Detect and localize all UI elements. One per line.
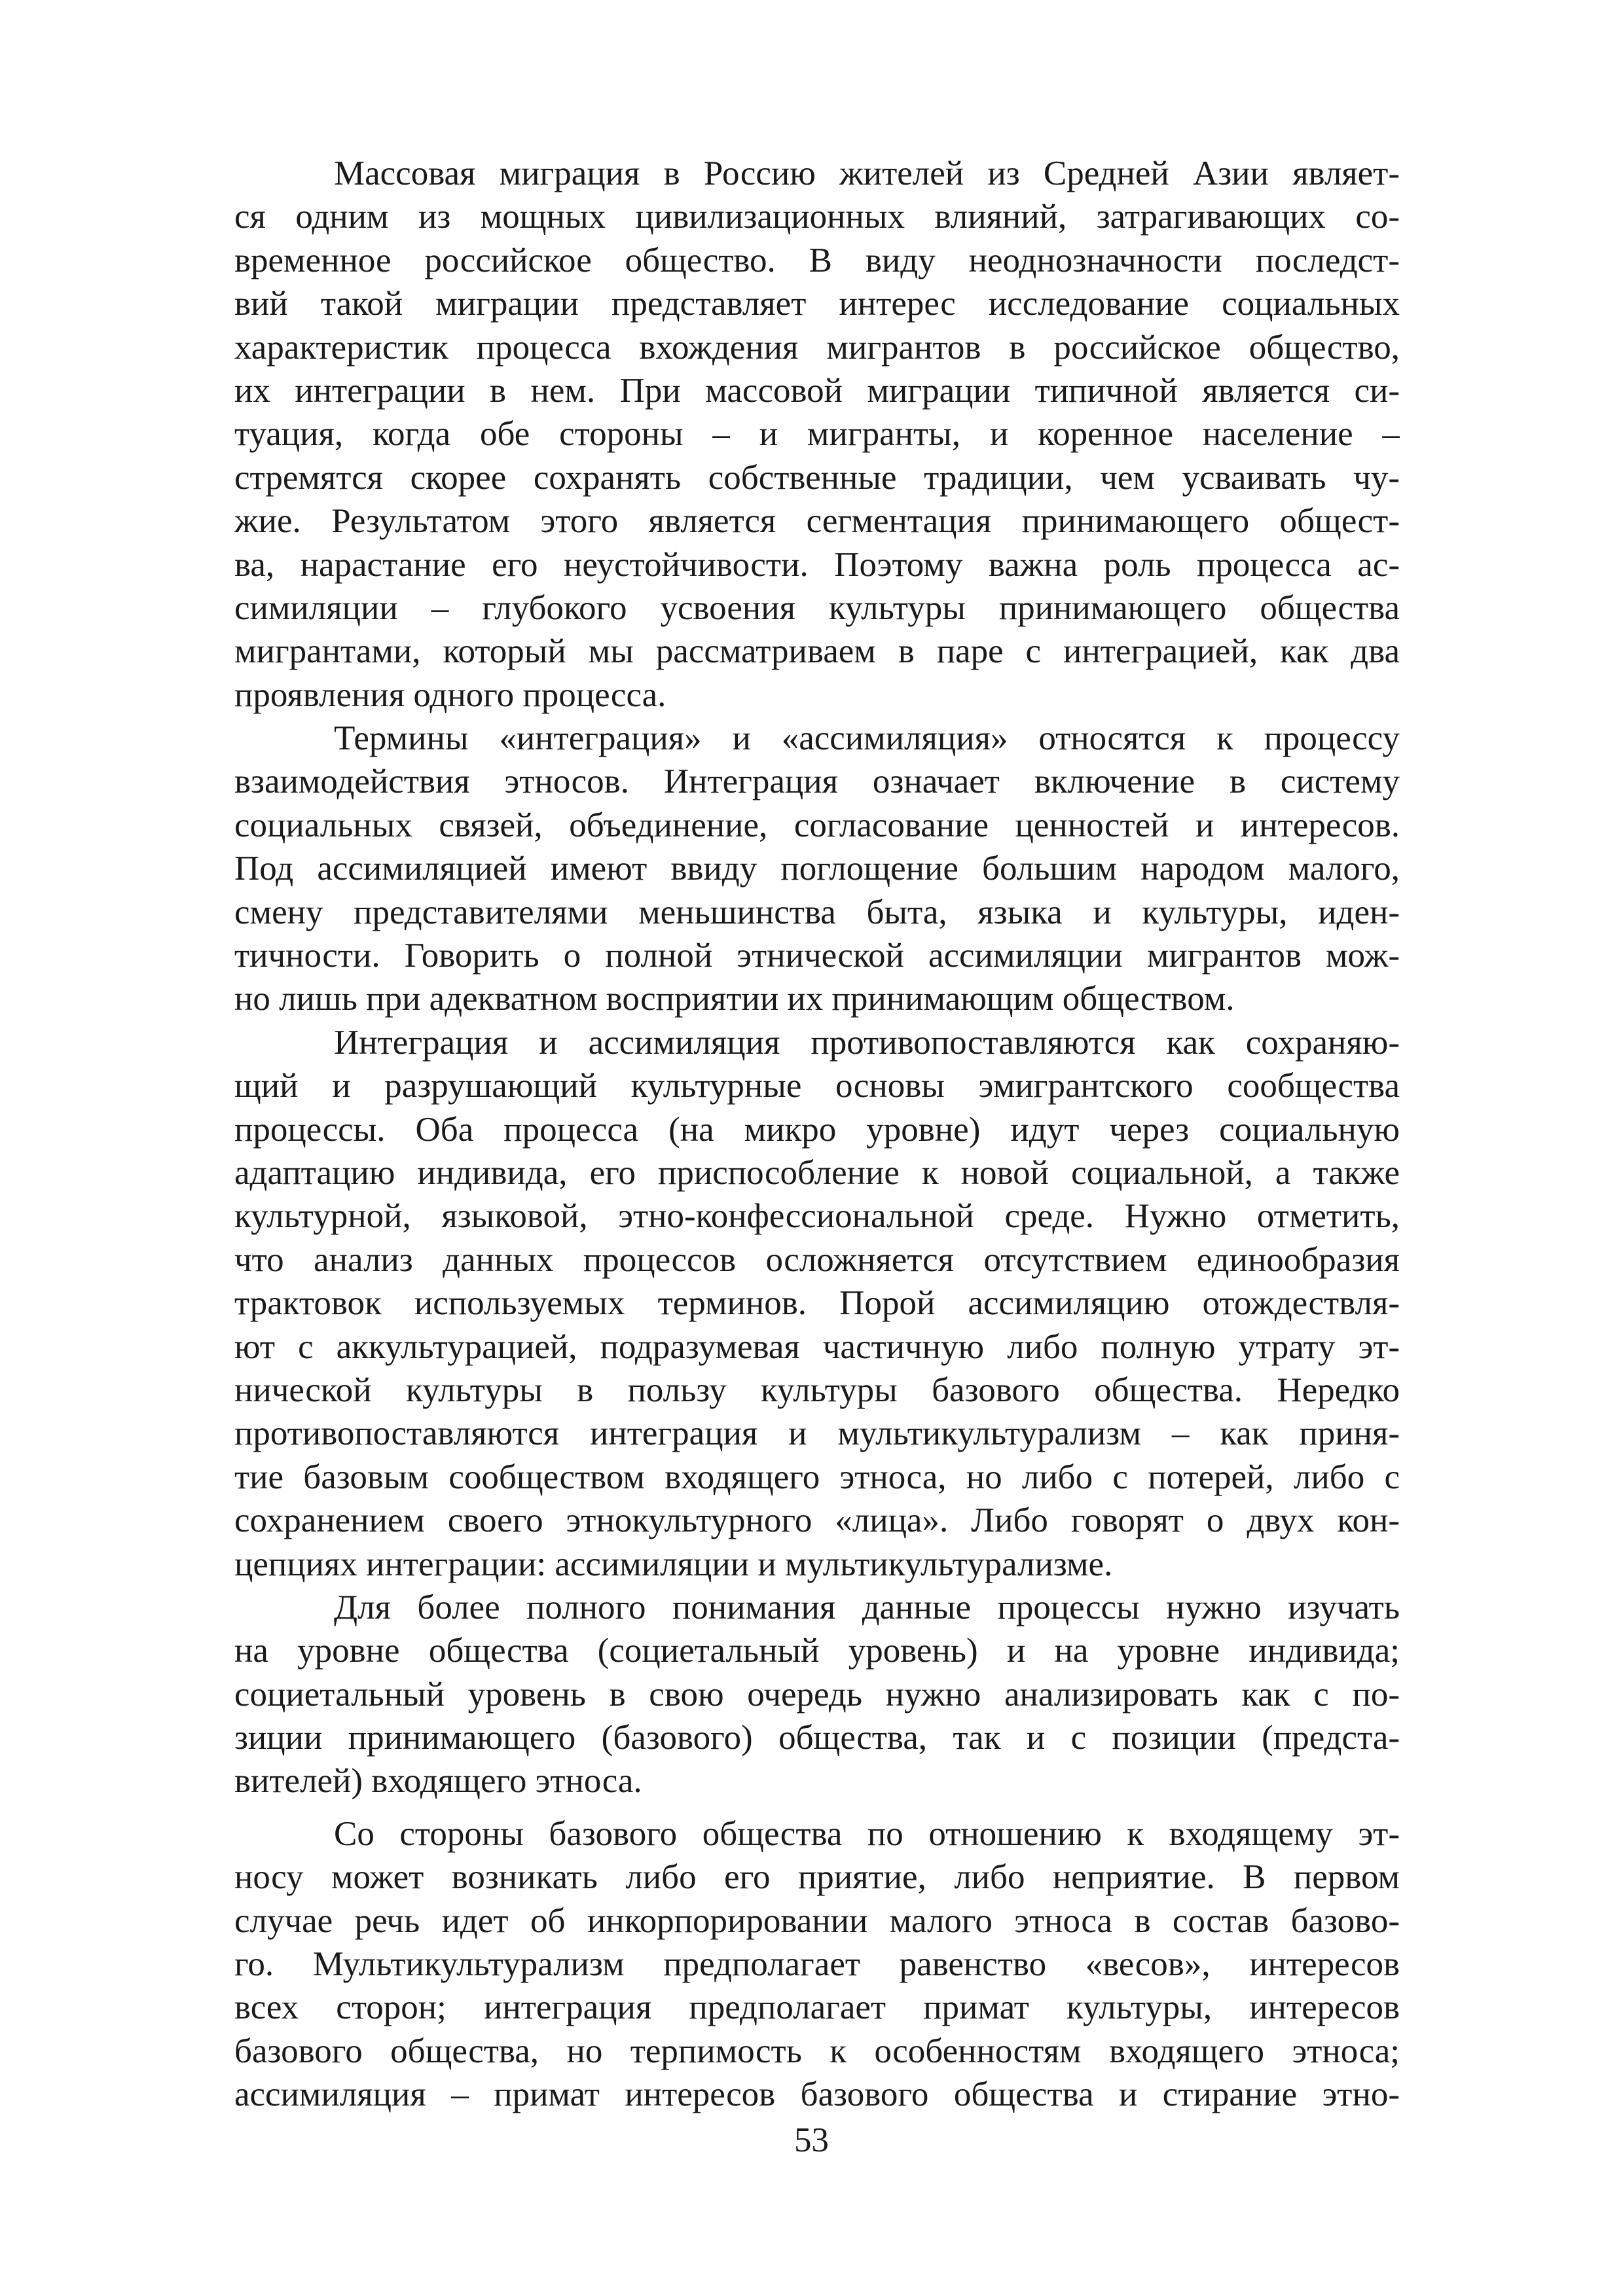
text-line: го. Мультикультурализм предполагает равенство «весов», интересов <box>234 1945 1400 1984</box>
text-line: жие. Результатом этого является сегментация принимающего общест- <box>234 502 1400 541</box>
text-line: социетальный уровень в свою очередь нужно анализировать как с по- <box>234 1675 1400 1713</box>
text-line: щий и разрушающий культурные основы эмигрантского сообщества <box>234 1067 1400 1105</box>
text-line: взаимодействия этносов. Интеграция означает включение в систему <box>234 762 1400 801</box>
text-line: всех сторон; интеграция предполагает примат культуры, интересов <box>234 1988 1400 2027</box>
text-line: характеристик процесса вхождения мигрантов в российское общество, <box>234 328 1400 367</box>
text-line: ассимиляция – примат интересов базового общества и стирание этно- <box>234 2075 1400 2114</box>
paragraph-1 <box>234 152 1400 717</box>
text-line: цепциях интеграции: ассимиляции и мультикультурализме. <box>234 1545 1113 1583</box>
paragraph-3 <box>234 1021 1400 1586</box>
text-line: стремятся скорее сохранять собственные традиции, чем усваивать чу- <box>234 458 1400 497</box>
text-line: нической культуры в пользу культуры базового общества. Нередко <box>234 1371 1400 1409</box>
text-line: Под ассимиляцией имеют ввиду поглощение большим народом малого, <box>234 850 1400 888</box>
text-line: туация, когда обе стороны – и мигранты, и коренное население – <box>234 415 1400 454</box>
text-line: ют с аккультурацией, подразумевая частичную либо полную утрату эт- <box>234 1327 1400 1366</box>
text-line: носу может возникать либо его приятие, либо неприятие. В первом <box>234 1858 1400 1897</box>
text-line: ва, нарастание его неустойчивости. Поэтому важна роль процесса ас- <box>234 545 1400 584</box>
text-line: процессы. Оба процесса (на микро уровне) идут через социальную <box>234 1110 1400 1149</box>
text-line: вителей) входящего этноса. <box>234 1762 642 1801</box>
text-line: тичности. Говорить о полной этнической ассимиляции мигрантов мож- <box>234 937 1400 975</box>
text-line: Со стороны базового общества по отношению к входящему эт- <box>334 1814 1400 1853</box>
text-line: их интеграции в нем. При массовой миграции типичной является си- <box>234 371 1400 410</box>
paragraph-5 <box>234 1812 1400 2117</box>
text-line: на уровне общества (социетальный уровень) и на уровне индивида; <box>234 1632 1400 1670</box>
text-line: проявления одного процесса. <box>234 675 666 714</box>
text-line: Массовая миграция в Россию жителей из Средней Азии являет- <box>334 154 1400 192</box>
paragraph-2 <box>234 717 1400 1021</box>
text-line: но лишь при адекватном восприятии их принимающим обществом. <box>234 980 1235 1018</box>
text-line: ся одним из мощных цивилизационных влияний, затрагивающих со- <box>234 198 1400 236</box>
text-line: трактовок используемых терминов. Порой ассимиляцию отождествля- <box>234 1284 1400 1323</box>
text-line: сохранением своего этнокультурного «лица». Либо говорят о двух кон- <box>234 1501 1400 1540</box>
paragraph-4 <box>234 1586 1400 1803</box>
text-line: Для более полного понимания данные процессы нужно изучать <box>334 1588 1400 1626</box>
body-text <box>234 152 1400 2117</box>
text-line: вий такой миграции представляет интерес исследование социальных <box>234 285 1400 323</box>
text-line: мигрантами, который мы рассматриваем в паре с интеграцией, как два <box>234 632 1400 671</box>
text-line: временное российское общество. В виду неоднозначности последст- <box>234 241 1400 279</box>
page-number: 53 <box>794 2121 829 2159</box>
text-line: что анализ данных процессов осложняется отсутствием единообразия <box>234 1240 1400 1279</box>
text-line: Термины «интеграция» и «ассимиляция» относятся к процессу <box>334 719 1400 758</box>
text-line: базового общества, но терпимость к особенностям входящего этноса; <box>234 2032 1400 2070</box>
text-line: Интеграция и ассимиляция противопоставляются как сохраняю- <box>334 1023 1400 1062</box>
text-line: смену представителями меньшинства быта, языка и культуры, иден- <box>234 893 1400 931</box>
text-line: социальных связей, объединение, согласование ценностей и интересов. <box>234 806 1400 844</box>
text-line: противопоставляются интеграция и мультикультурализм – как приня- <box>234 1414 1400 1453</box>
text-line: случае речь идет об инкорпорировании малого этноса в состав базово- <box>234 1901 1400 1940</box>
text-line: культурной, языковой, этно-конфессиональной среде. Нужно отметить, <box>234 1197 1400 1236</box>
text-line: тие базовым сообществом входящего этноса, но либо с потерей, либо с <box>234 1458 1400 1496</box>
text-line: симиляции – глубокого усвоения культуры принимающего общества <box>234 588 1400 627</box>
text-line: адаптацию индивида, его приспособление к новой социальной, а также <box>234 1153 1400 1192</box>
text-line: зиции принимающего (базового) общества, так и с позиции (предста- <box>234 1719 1400 1757</box>
